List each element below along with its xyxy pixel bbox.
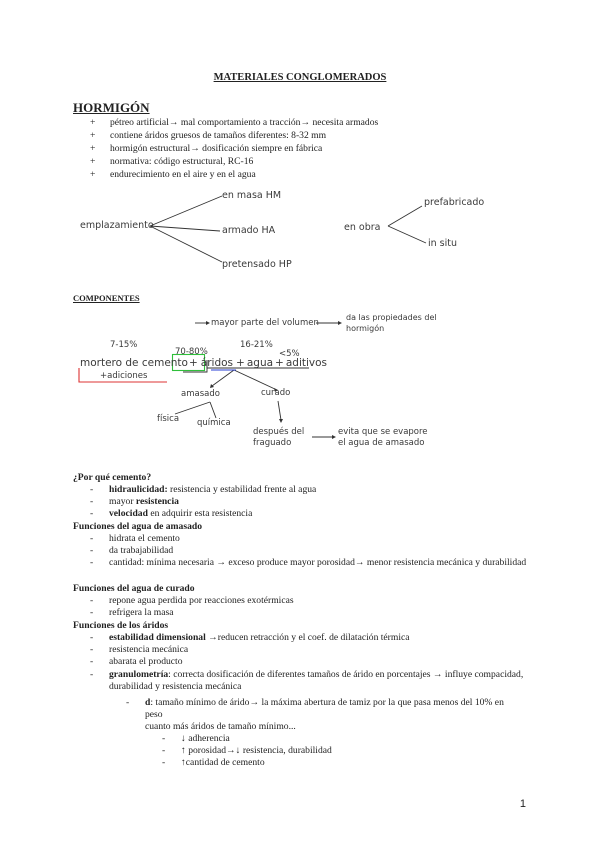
heading-agua-curado: Funciones del agua de curado [73,583,195,594]
branch-pretensado: pretensado HP [222,259,292,270]
d-sub-label: cuanto más áridos de tamaño mínimo... [145,721,296,732]
adiciones-label: +adiciones [100,371,148,381]
list-item: + contiene áridos gruesos de tamaños diferentes: 8-32 mm [90,129,378,142]
list-item: + pétreo artificial→ mal comportamiento a tracción→ necesita armados [90,116,378,129]
agua-amasado-list [90,533,530,570]
formula-aridos: áridos [200,357,234,369]
list-item: - cantidad: mínima necesaria → exceso produce mayor porosidad→ menor resistencia mecánica y durabilidad [90,557,530,569]
branch-in-situ: in situ [428,238,458,249]
list-item: - estabilidad dimensional →reducen retracción y el coef. de dilatación térmica [90,632,530,644]
en-obra-label: en obra [344,222,381,233]
heading-aridos: Funciones de los áridos [73,620,169,631]
curado-label: curado [261,388,291,398]
formula-agua: agua [246,357,274,369]
heading-por-que-cemento: ¿Por qué cemento? [73,472,152,483]
list-item: - d: tamaño mínimo de árido→ la máxima abertura de tamiz por la que pasa menos del 10% en peso [126,697,521,721]
despues-fraguado: después del fraguado [253,427,305,448]
list-item: - resistencia mecánica [90,644,530,656]
pct-mortero: 7-15% [110,340,138,350]
emplazamiento-label: emplazamiento [80,220,154,231]
heading-agua-amasado: Funciones del agua de amasado [73,521,203,532]
quimica-label: química [197,418,231,428]
d-sub-list [162,733,462,770]
branch-en-masa: en masa HM [222,190,282,201]
list-item: - mayor resistencia [90,496,530,508]
document-title: MATERIALES CONGLOMERADOS [213,72,387,83]
por-que-cemento-list [90,484,530,521]
branch-prefabricado: prefabricado [424,197,485,208]
list-item: - refrigera la masa [90,607,530,619]
aridos-list [90,632,530,693]
list-item: - da trabajabilidad [90,545,530,557]
pct-aditivos: <5% [279,349,300,359]
list-item: - ↑cantidad de cemento [162,757,462,769]
formula-mortero: mortero de cemento [80,357,188,369]
pct-agua: 16-21% [240,340,273,350]
amasado-label: amasado [181,389,220,399]
list-item: - abarata el producto [90,656,530,668]
fisica-label: física [157,414,180,424]
heading-hormigon: HORMIGÓN [73,100,150,115]
list-item: - ↑ porosidad→↓ resistencia, durabilidad [162,745,462,757]
list-item: - repone agua perdida por reacciones exotérmicas [90,595,530,607]
list-item: - ↓ adherencia [162,733,462,745]
propiedades-label: da las propiedades del hormigón [346,313,437,333]
mayor-parte-label: mayor parte del volumen [211,318,319,328]
agua-curado-list [90,595,530,619]
pct-aridos: 70-80% [175,347,208,357]
formula-aditivos: aditivos [285,357,328,369]
list-item: - hidrata el cemento [90,533,530,545]
list-item: + endurecimiento en el aire y en el agua [90,168,378,181]
list-item: - granulometría: correcta dosificación de diferentes tamaños de árido en porcentajes → influye compacidad, durabilidad y resistencia mecánica [90,669,530,693]
evita-evapore: evita que se evapore el agua de amasado [338,427,428,448]
list-item: + normativa: código estructural, RC-16 [90,155,378,168]
branch-armado: armado HA [222,225,276,236]
list-item: - hidraulicidad: resistencia y estabilidad frente al agua [90,484,530,496]
heading-componentes: COMPONENTES [73,293,140,303]
list-item: + hormigón estructural→ dosificación siempre en fábrica [90,142,378,155]
page-number: 1 [519,798,526,810]
list-item: - velocidad en adquirir esta resistencia [90,508,530,520]
formula: mortero de cemento+ áridos + agua + aditivos [80,357,328,369]
d-list [126,697,521,721]
